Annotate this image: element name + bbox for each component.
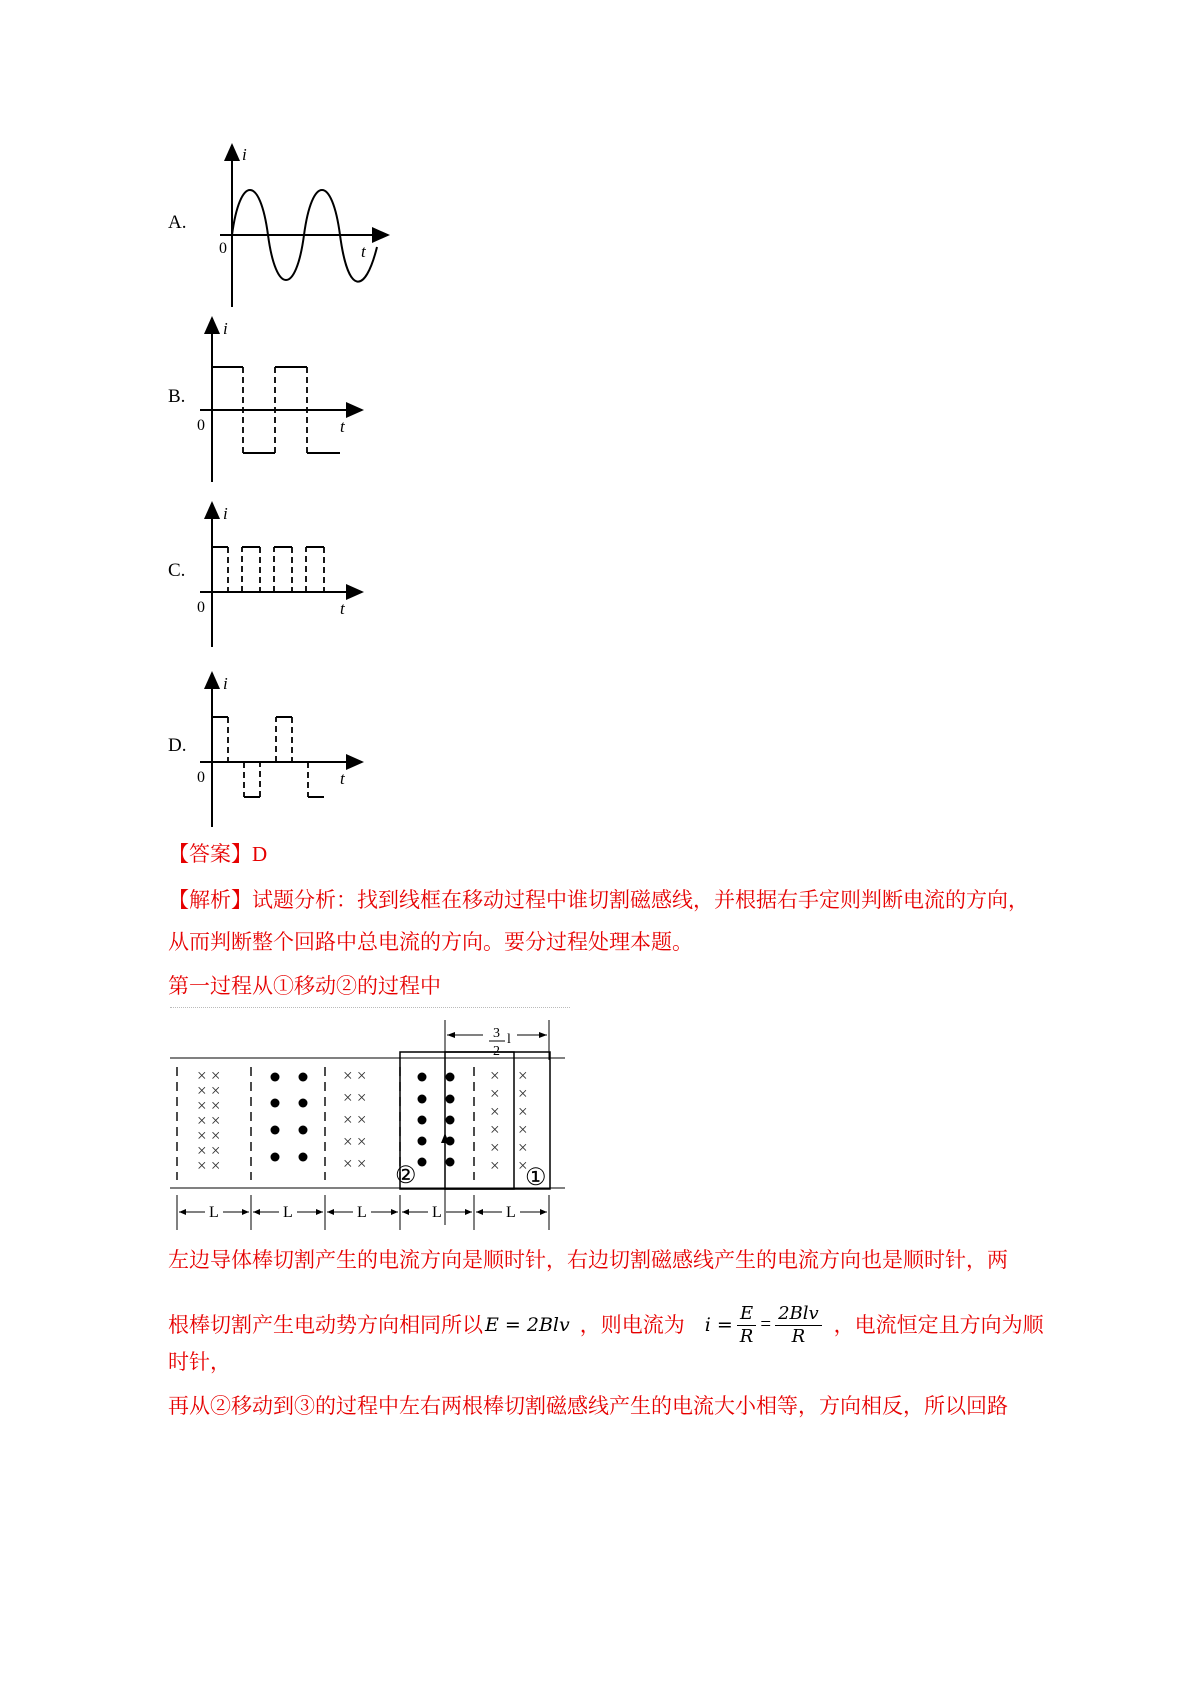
svg-text:× ×: × × <box>343 1066 367 1085</box>
svg-text:×: × <box>490 1084 500 1103</box>
option-c-graph <box>190 495 375 650</box>
dotted-separator <box>170 1007 570 1008</box>
svg-text:0: 0 <box>197 599 205 616</box>
svg-text:l: l <box>507 1032 511 1047</box>
option-b-label: B. <box>168 386 186 407</box>
svg-text:×: × <box>518 1120 528 1139</box>
para2-line-1: 再从②移动到③的过程中左右两根棒切割磁感线产生的电流大小相等，方向相反，所以回路 <box>168 1394 1008 1418</box>
svg-text:t: t <box>340 417 345 436</box>
answer-line <box>168 840 267 868</box>
svg-text:i: i <box>223 504 228 523</box>
para1-line-1: 左边导体棒切割产生的电流方向是顺时针，右边切割磁感线产生的电流方向也是顺时针，两 <box>168 1248 1008 1272</box>
svg-text:2: 2 <box>493 1044 500 1059</box>
svg-text:× ×: × × <box>197 1081 221 1100</box>
svg-text:×: × <box>518 1156 528 1175</box>
marker-1: ① <box>525 1165 547 1191</box>
svg-text:L: L <box>357 1204 367 1221</box>
step1-heading: 第一过程从①移动②的过程中 <box>168 974 441 998</box>
svg-text:× ×: × × <box>197 1156 221 1175</box>
svg-text:×: × <box>490 1156 500 1175</box>
svg-text:×: × <box>518 1138 528 1157</box>
svg-text:L: L <box>432 1204 442 1221</box>
origin-label: 0 <box>219 240 227 257</box>
y-axis-label: i <box>242 145 247 164</box>
svg-text:L: L <box>283 1204 293 1221</box>
svg-text:×: × <box>490 1066 500 1085</box>
svg-text:0: 0 <box>197 417 205 434</box>
svg-text:×: × <box>490 1102 500 1121</box>
para1-line-2: 根棒切割产生电动势方向相同所以 E = 2Blv ，则电流为 i = $\frac{E}{R}$ = $\frac{\text{2Blv}}{R}$ ，电流恒定且方向为顺 <box>168 1302 1044 1347</box>
svg-text:× ×: × × <box>197 1066 221 1085</box>
svg-text:0: 0 <box>197 769 205 786</box>
svg-text:t: t <box>340 599 345 618</box>
analysis-tag: 【解析】 <box>168 888 252 912</box>
svg-text:×: × <box>518 1084 528 1103</box>
svg-text:×: × <box>490 1138 500 1157</box>
svg-text:L: L <box>209 1204 219 1221</box>
marker-2: ② <box>395 1163 417 1189</box>
current-formula: i = $\frac{E}{R}$ = $\frac{\text{2Blv}}{R}$ <box>705 1303 822 1348</box>
svg-text:× ×: × × <box>197 1126 221 1145</box>
svg-text:3: 3 <box>493 1026 500 1041</box>
magnetic-field-figure <box>165 1015 575 1235</box>
option-a-graph <box>205 135 395 310</box>
option-a-label: A. <box>168 212 187 233</box>
svg-text:×: × <box>518 1066 528 1085</box>
svg-text:× ×: × × <box>343 1154 367 1173</box>
svg-text:t: t <box>340 769 345 788</box>
option-b-graph <box>190 310 375 485</box>
svg-text:i: i <box>223 319 228 338</box>
svg-text:× ×: × × <box>197 1111 221 1130</box>
svg-text:i: i <box>223 674 228 693</box>
svg-text:L: L <box>506 1204 516 1221</box>
x-axis-label: t <box>361 242 366 261</box>
svg-text:× ×: × × <box>197 1141 221 1160</box>
svg-text:× ×: × × <box>343 1088 367 1107</box>
svg-text:× ×: × × <box>197 1096 221 1115</box>
emf-formula: E = 2Blv <box>485 1314 570 1336</box>
option-d-label: D. <box>168 735 187 756</box>
svg-text:×: × <box>490 1120 500 1139</box>
svg-text:× ×: × × <box>343 1110 367 1129</box>
analysis-line-2: 从而判断整个回路中总电流的方向。要分过程处理本题。 <box>168 930 693 954</box>
option-d-graph <box>190 665 375 830</box>
analysis-line-1: 【解析】试题分析：找到线框在移动过程中谁切割磁感线，并根据右手定则判断电流的方向， <box>168 888 1029 912</box>
option-c-label: C. <box>168 560 186 581</box>
para1-line-3: 时针， <box>168 1350 231 1374</box>
answer-tag: 【答案】 <box>168 842 252 866</box>
answer-value: D <box>252 842 268 866</box>
svg-text:×: × <box>518 1102 528 1121</box>
svg-text:× ×: × × <box>343 1132 367 1151</box>
